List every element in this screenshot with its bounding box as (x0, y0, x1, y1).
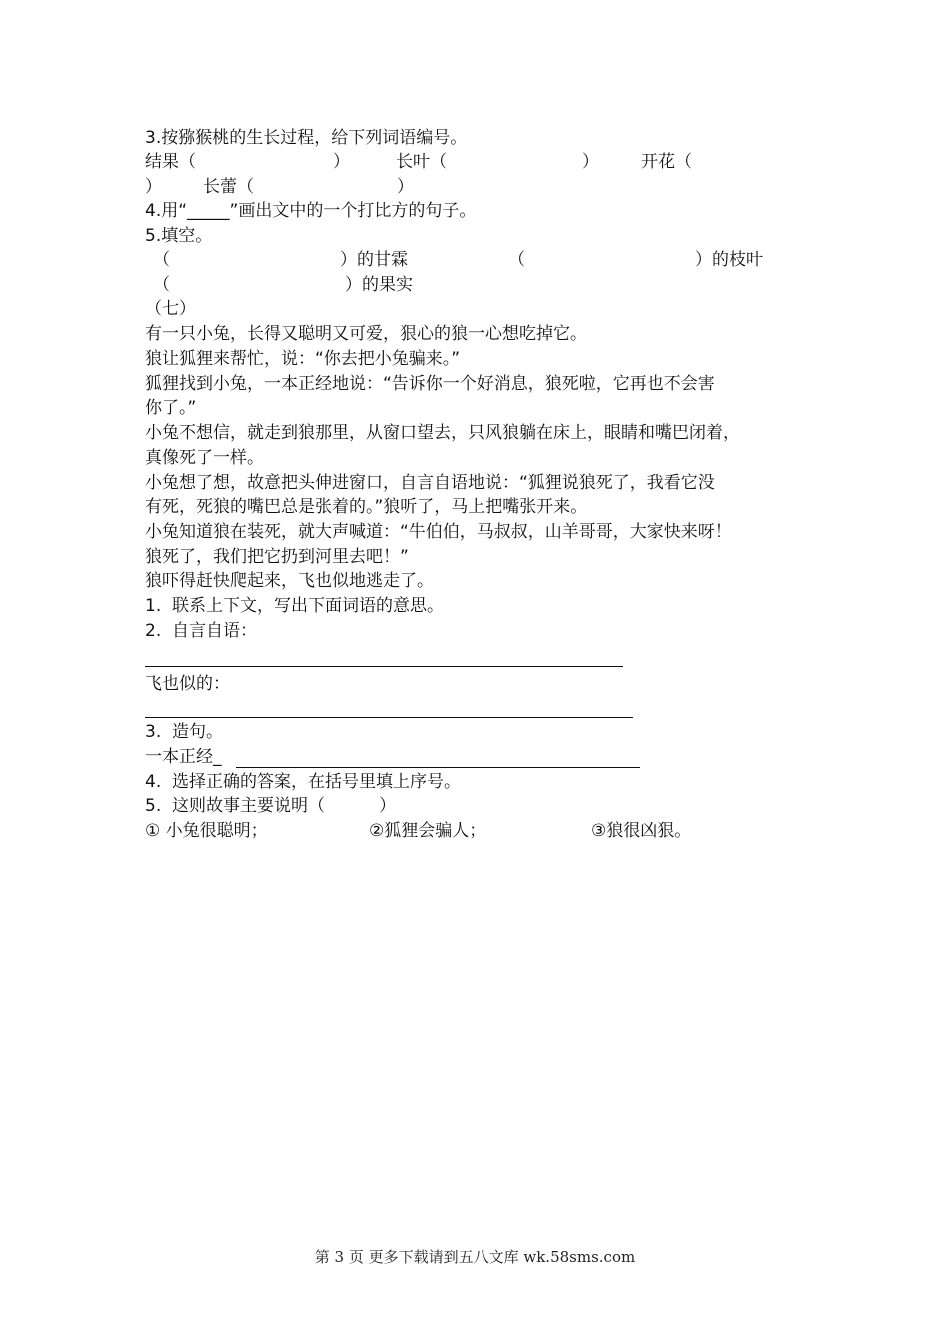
q4-text: 4.用“_____”画出文中的一个打比方的句子。 (145, 201, 477, 221)
q3-item-leaves-close: ） (582, 152, 599, 172)
story-line: 狼吓得赶快爬起来，飞也似地逃走了。 (145, 571, 434, 591)
story-line: 小兔不想信，就走到狼那里，从窗口望去，只风狼躺在床上，眼睛和嘴巴闭着， (145, 423, 740, 443)
q3-item-bud-close: ） (397, 177, 414, 197)
q5-blank-3-open: （ (153, 275, 170, 295)
q3-item-fruit-label: 结果（ (145, 152, 196, 172)
q3-title: 3.按猕猴桃的生长过程，给下列词语编号。 (145, 128, 468, 148)
option-3: ③狼很凶狠。 (591, 821, 692, 841)
question-3b: 一本正经_ (145, 747, 222, 767)
story-line: 你了。” (145, 398, 197, 418)
q3-item-flower-close: ） (145, 177, 162, 197)
question-2: 2. 自言自语： (145, 621, 258, 641)
story-line: 狼让狐狸来帮忙，说：“你去把小兔骗来。” (145, 349, 461, 369)
q3-item-flower-label: 开花（ (641, 152, 692, 172)
story-line: 真像死了一样。 (145, 448, 264, 468)
answer-line-2 (145, 717, 633, 718)
question-1: 1. 联系上下文，写出下面词语的意思。 (145, 596, 445, 616)
option-2: ②狐狸会骗人； (369, 821, 487, 841)
question-4: 4. 选择正确的答案，在括号里填上序号。 (145, 772, 462, 792)
q5-title: 5.填空。 (145, 226, 213, 246)
question-3: 3. 造句。 (145, 722, 224, 742)
story-line: 狼死了，我们把它扔到河里去吧！” (145, 547, 409, 567)
q5-blank-2-phrase: ）的枝叶 (695, 250, 763, 270)
q5-blank-1-phrase: ）的甘霖 (340, 250, 408, 270)
section-heading: （七） (145, 299, 196, 319)
story-line: 有一只小兔，长得又聪明又可爱，狠心的狼一心想吃掉它。 (145, 324, 587, 344)
page-footer: 第 3 页 更多下载请到五八文库 wk.58sms.com (314, 1248, 636, 1266)
q5-blank-2-open: （ (508, 250, 525, 270)
q3-item-fruit-close: ） (333, 152, 350, 172)
story-line: 小兔想了想，故意把头伸进窗口，自言自语地说：“狐狸说狼死了，我看它没 (145, 473, 715, 493)
q5-blank-1-open: （ (153, 250, 170, 270)
story-line: 小兔知道狼在装死，就大声喊道：“牛伯伯，马叔叔，山羊哥哥，大家快来呀！ (145, 522, 732, 542)
story-line: 狐狸找到小兔，一本正经地说：“告诉你一个好消息，狼死啦，它再也不会害 (145, 374, 715, 394)
answer-line-1 (145, 666, 623, 667)
question-5: 5. 这则故事主要说明（ ） (145, 796, 397, 816)
story-line: 有死，死狼的嘴巴总是张着的。”狼听了，马上把嘴张开来。 (145, 497, 588, 517)
q5-blank-3-phrase: ）的果实 (345, 275, 413, 295)
q3-item-bud-label: 长蕾（ (203, 177, 254, 197)
answer-line-3 (236, 767, 640, 768)
question-2b: 飞也似的： (145, 674, 230, 694)
q3-item-leaves-label: 长叶（ (396, 152, 447, 172)
option-1: ① 小兔很聪明； (145, 821, 268, 841)
